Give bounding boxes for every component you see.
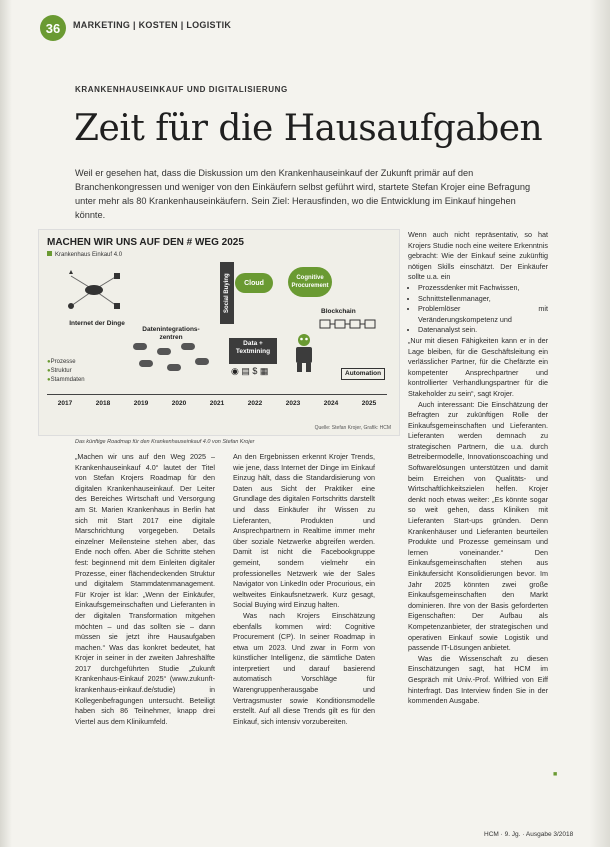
article-title: Zeit für die Hausaufgaben [74,108,543,149]
list-item: • Problemlöser mit Veränderungskompetenz und [418,304,548,325]
integration-label: Datenintegrations-zentren [142,326,200,341]
paragraph: „Machen wir uns auf den Weg 2025 – Krankenhauseinkauf 4.0“ lautet der Titel von Stefan Krojers Roadmap für den digitalen Krankenhauseinkauf. Der Leiter des Bereiches Wirtschaft und Versorgung am St. Marien Krankenhaus in Berlin hat sich mit Start 2017 eine digitale Marschrichtung vorgegeben. Details einzelner Meilensteine stehen aber, das Ende noch offen. Aber die Schritte stehen fest: beginnend mit dem Einleiten digitaler Prozesse, einer flächendeckenden Struktur und digitalem Stammdatenmanagement. Für Krojer ist klar: „Wenn der Einkäufer, Einkaufsgemeinschaften und Lieferanten in der digitalen Transformation mitgehen möchten – und das sollten sie – dann müssen sie jetzt ihre Hausaufgaben machen.“ Was das konkret bedeutet, hat Krojer in seiner in der zweiten Jahreshälfte 2017 durchgeführten Studie „Zukunft Krankenhaus-Einkauf 2025“ (www.zukunft-krankenhaus-einkauf.de/studie) in Kollegenbefragungen untersucht. Beteiligt haben sich 86 Teilnehmer, knapp drei Viertel aus dem Klinikumfeld. [75,452,215,726]
year-tick: 2017 [57,400,73,407]
end-marker: ■ [553,771,558,778]
timeline-years [47,400,387,420]
list-item: • Schnittstellenmanager, [418,294,548,305]
text-column-middle [233,452,375,727]
year-tick: 2019 [133,400,149,407]
cognitive-node: Cognitive Procurement [288,267,332,297]
blockchain-label: Blockchain [321,308,356,315]
section-header: MARKETING | KOSTEN | LOGISTIK [73,20,232,30]
node-icon [167,364,181,371]
page-edge-shadow [0,0,12,847]
year-tick: 2023 [285,400,301,407]
paragraph: An den Ergebnissen erkennt Krojer Trends, wie jene, dass Internet der Dinge im Einkauf Einzug hält, dass die Standardisierung von Daten aus Sicht der Praktiker eine Grundlage des digitalen Fortschritts darstellt und dass Einkäufer ihr Wissen zu Lieferanten, Produkten und Ansprechpartnern in Realtime immer mehr über soziale Netzwerke abgreifen werden. Damit ist nicht die Facebookgruppe gemeint, sondern vielmehr ein professionelles Netzwerk wie der Sales Navigator von LinkedIn oder Procurious, ein weltweites Einkaufsnetzwerk. Kurz gesagt, Social Buying wird Einzug halten. [233,452,375,610]
social-buying-bar: Social Buying [220,262,234,324]
figure-legend [47,251,122,258]
iot-label: Internet der Dinge [69,320,125,327]
figure-source: Quelle: Stefan Krojer, Grafik: HCM [314,425,391,431]
list-item: • Datenanalyst sein. [418,325,548,336]
paragraph: Was die Wissenschaft zu diesen Einschätzungen sagt, hat HCM im Gespräch mit Univ.-Prof. Wilfried von Eiff hinterfragt. Das Interview finden Sie in der kommenden Ausgabe. [408,653,548,706]
robot-icon [291,332,317,374]
automation-label: Automation [341,368,385,380]
bullet-item: ● Prozesse [47,358,85,367]
node-icon [157,348,171,355]
paragraph: Auch interessant: Die Einschätzung der Befragten zur zukünftigen Rolle der Einkaufsgemeinschaften und Lieferanten. Lieferanten werden demnach zu strategischen Partnern, die u.a. durch Betreibermodelle, Innovationscoaching und Softwarelösungen unterstützen und damit beim Erreichen von Qualitäts- und Wirtschaftlichkeitszielen helfen. Krojer denkt noch etwas weiter: „Es könnte sogar so weit gehen, dass Kliniken mit Lieferanten Start-ups gründen. Denn Krankenhäuser und Lieferanten beurteilen Produkte und Prozesse gemeinsam und lernen voneinander.“ Den Einkaufsgemeinschaften stehen aus Einkäufersicht Konsolidierungen bevor. Im Jahr 2025 könnten zwei große Einkaufsgemeinschaften den Markt dominieren. Ihre von der Basis geforderten Eigenschaften: Der Aufbau als Kompetenzanbieter, der strategischen und operativen Einkauf sowie Logistik und passende IT-Lösungen anbietet. [408,399,548,653]
year-tick: 2025 [361,400,377,407]
page-footer: HCM · 9. Jg. · Ausgabe 3/2018 [484,831,574,838]
data-icons: ◉ ▤ $ ▦ [231,366,269,376]
list-item: • Prozessdenker mit Fachwissen, [418,283,548,294]
page-edge-shadow-right [590,0,610,847]
year-tick: 2018 [95,400,111,407]
article-intro: Weil er gesehen hat, dass die Diskussion um den Krankenhauseinkauf der Zukunft primär auf den Branchenkongressen und weniger von den Einkäufern selbst geführt wird, startete Stefan Krojer eine Befragung unter mehr als 80 Krankenhauseinkäufern. Sein Ziel: Herausfinden, wo die Entwicklung im Einkauf hingehen könnte. [75,168,531,220]
year-tick: 2021 [209,400,225,407]
node-icon [195,358,209,365]
bullet-item: ● Struktur [47,367,85,376]
paragraph: Was nach Krojers Einschätzung ebenfalls kommen wird: Cognitive Procurement (CP). In seiner Roadmap in etwa um 2023. Und zwar in Form von künstlicher Intelligenz, die sämtliche Daten interpretiert und darauf basierend automatisch Vorschläge für Warengruppenherausgabe und Vertragsmuster sowie Konditionsmodelle erstellt. Auf all diese Trends gilt es für den Einkauf, sich intensiv vorzubereiten. [233,610,375,726]
year-tick: 2022 [247,400,263,407]
cloud-node: Cloud [235,273,273,293]
figure-caption: Das künftige Roadmap für den Krankenhauseinkauf 4.0 von Stefan Krojer [75,439,255,445]
paragraph: „Nur mit diesen Fähigkeiten kann er in der Lage bleiben, für die Geschäftsleitung ein verlässlicher Partner, für die Chefärzte ein kompetenter Ansprechpartner und kontrollierter Verhandlungspartner für die Stakeholder zu sein“, sagt Krojer. [408,335,548,398]
article-topic: KRANKENHAUSEINKAUF UND DIGITALISIERUNG [75,85,288,94]
foundation-bullets [47,358,85,385]
node-icon [181,343,195,350]
year-tick: 2020 [171,400,187,407]
bullet-item: ● Stammdaten [47,376,85,385]
text-column-right [408,230,548,707]
year-tick: 2024 [323,400,339,407]
legend-label: Krankenhaus Einkauf 4.0 [55,252,123,258]
blockchain-icon [319,318,379,330]
skills-list [408,283,548,336]
text-column-left [75,452,215,727]
node-icon [139,360,153,367]
node-icon [133,343,147,350]
paragraph: Wenn auch nicht repräsentativ, so hat Krojers Studie noch eine weitere Erkenntnis gebracht: Wie der Einkauf seine zukünftig nötigen Skills einschätzt. Der Einkäufer sollte u.a. ein [408,230,548,282]
timeline-axis [47,394,387,395]
figure-title: MACHEN WIR UNS AUF DEN # WEG 2025 [47,237,244,248]
page-number-badge: 36 [40,15,66,41]
data-textmining-box: Data + Textmining [229,338,277,364]
iot-network-diagram [59,268,129,318]
legend-marker-icon [47,251,52,256]
roadmap-figure [38,229,400,436]
